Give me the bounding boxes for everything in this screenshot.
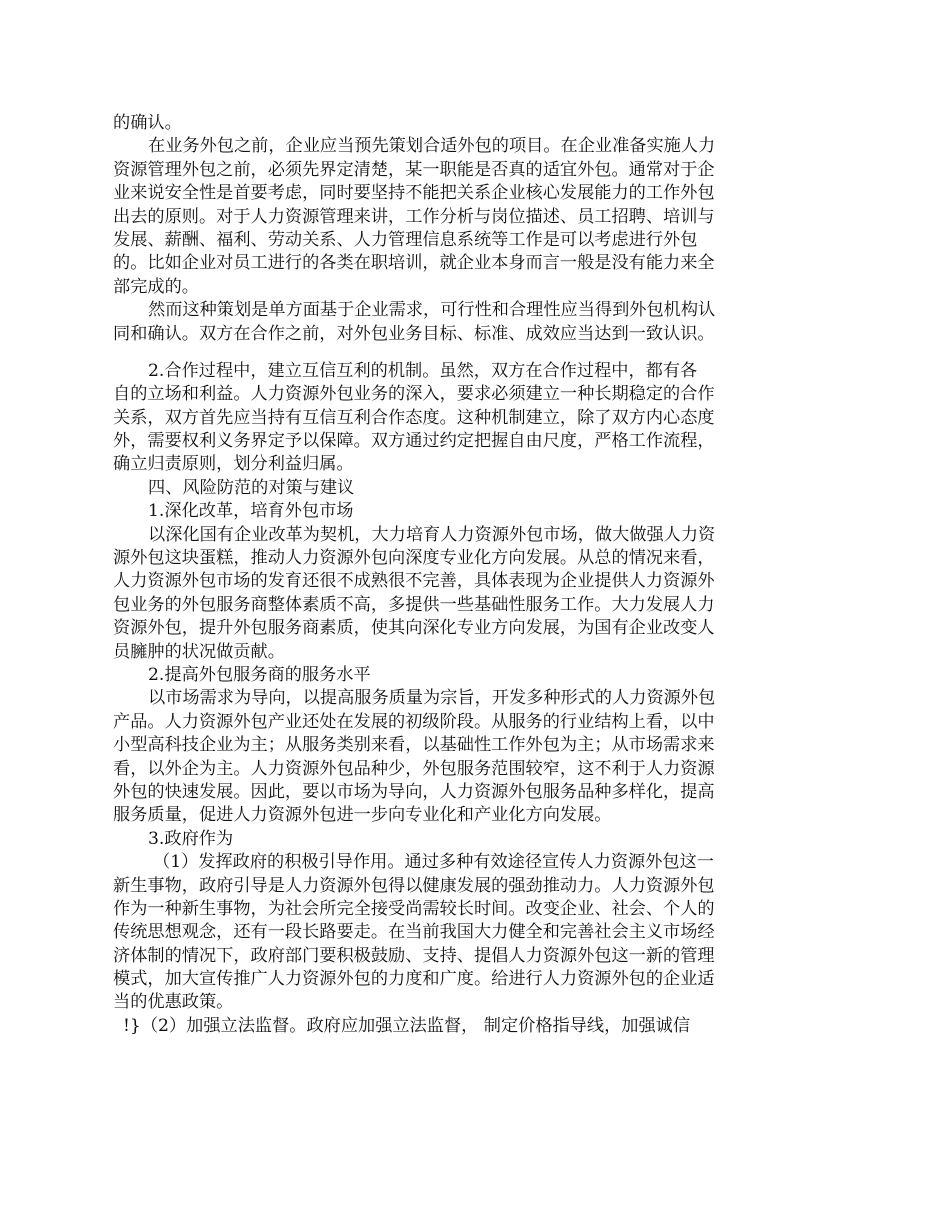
text-line: 当的优惠政策。 [113,992,234,1013]
paragraph-first-line: 在业务外包之前，企业应当预先策划合适外包的项目。在企业准备实施人力 [148,136,716,157]
text-line: 模式，加大宣传推广人力资源外包的力度和广度。给进行人力资源外包的企业适 [113,969,715,990]
text-line: 业来说安全性是首要考虑，同时要坚持不能把关系企业核心发展能力的工作外包 [113,183,715,204]
text-line: 员臃肿的状况做贡献。 [113,641,285,662]
text-line: 资源管理外包之前，必须先界定清楚，某一职能是否真的适宜外包。通常对于企 [113,159,715,180]
text-line: 部完成的。 [113,276,199,297]
subheading-3: 3.政府作为 [148,828,234,849]
text-line: 发展、薪酬、福利、劳动关系、人力管理信息系统等工作是可以考虑进行外包 [113,229,698,250]
text-line: 小型高科技企业为主；从服务类别来看，以基础性工作外包为主；从市场需求来 [113,735,715,756]
paragraph-gap [113,346,765,360]
text-line: 人力资源外包市场的发育还很不成熟很不完善，具体表现为企业提供人力资源外 [113,571,715,592]
text-line: 服务质量，促进人力资源外包进一步向专业化和产业化方向发展。 [113,805,612,826]
paragraph-first-line: 以深化国有企业改革为契机，大力培育人力资源外包市场，做大做强人力资 [148,524,716,545]
text-line: 看，以外企为主。人力资源外包品种少，外包服务范围较窄，这不利于人力资源 [113,758,715,779]
paragraph-first-line: 然而这种策划是单方面基于企业需求，可行性和合理性应当得到外包机构认 [148,300,716,321]
paragraph-first-line: 以市场需求为导向，以提高服务质量为宗旨，开发多种形式的人力资源外包 [148,688,716,709]
text-line: 出去的原则。对于人力资源管理来讲，工作分析与岗位描述、员工招聘、培训与 [113,206,715,227]
text-line: 济体制的情况下，政府部门要积极鼓励、支持、提倡人力资源外包这一新的管理 [113,945,715,966]
text-line: 自的立场和利益。人力资源外包业务的深入，要求必须建立一种长期稳定的合作 [113,384,715,405]
subheading-2: 2.提高外包服务商的服务水平 [148,664,371,685]
text-line: 外，需要权利义务界定予以保障。双方通过约定把握自由尺度，严格工作流程， [113,431,715,452]
text-line: 关系，双方首先应当持有互信互利合作态度。这种机制建立，除了双方内心态度 [113,407,715,428]
text-line: 同和确认。双方在合作之前，对外包业务目标、标准、成效应当达到一致认识。 [113,323,715,344]
text-line: 包业务的外包服务商整体素质不高，多提供一些基础性服务工作。大力发展人力 [113,594,715,615]
paragraph-first-line: （1）发挥政府的积极引导作用。通过多种有效途径宣传人力资源外包这一 [153,852,714,873]
section-heading-2: 2.合作过程中，建立互信互利的机制。虽然，双方在合作过程中，都有各 [148,360,698,381]
subheading-1: 1.深化改革，培育外包市场 [148,501,354,522]
text-line: 资源外包，提升外包服务商素质，使其向深化专业方向发展，为国有企业改变人 [113,618,715,639]
document-page [113,112,765,1038]
text-line: 源外包这块蛋糕，推动人力资源外包向深度专业化方向发展。从总的情况来看， [113,548,715,569]
text-line: 的。比如企业对员工进行的各类在职培训，就企业本身而言一般是没有能力来全 [113,253,715,274]
text-line: 产品。人力资源外包产业还处在发展的初级阶段。从服务的行业结构上看，以中 [113,711,715,732]
text-line: 传统思想观念，还有一段长路要走。在当前我国大力健全和完善社会主义市场经 [113,922,715,943]
text-line-partial: !}（2）加强立法监督。政府应加强立法监督， 制定价格指导线，加强诚信 [123,1015,691,1036]
text-line: 的确认。 [113,113,182,133]
section-heading-4: 四、风险防范的对策与建议 [148,477,355,498]
text-line: 确立归责原则，划分利益归属。 [113,454,354,475]
text-line: 新生事物，政府引导是人力资源外包得以健康发展的强劲推动力。人力资源外包 [113,875,715,896]
text-line: 作为一种新生事物，为社会所完全接受尚需较长时间。改变企业、社会、个人的 [113,898,715,919]
text-line: 外包的快速发展。因此，要以市场为导向，人力资源外包服务品种多样化，提高 [113,781,715,802]
